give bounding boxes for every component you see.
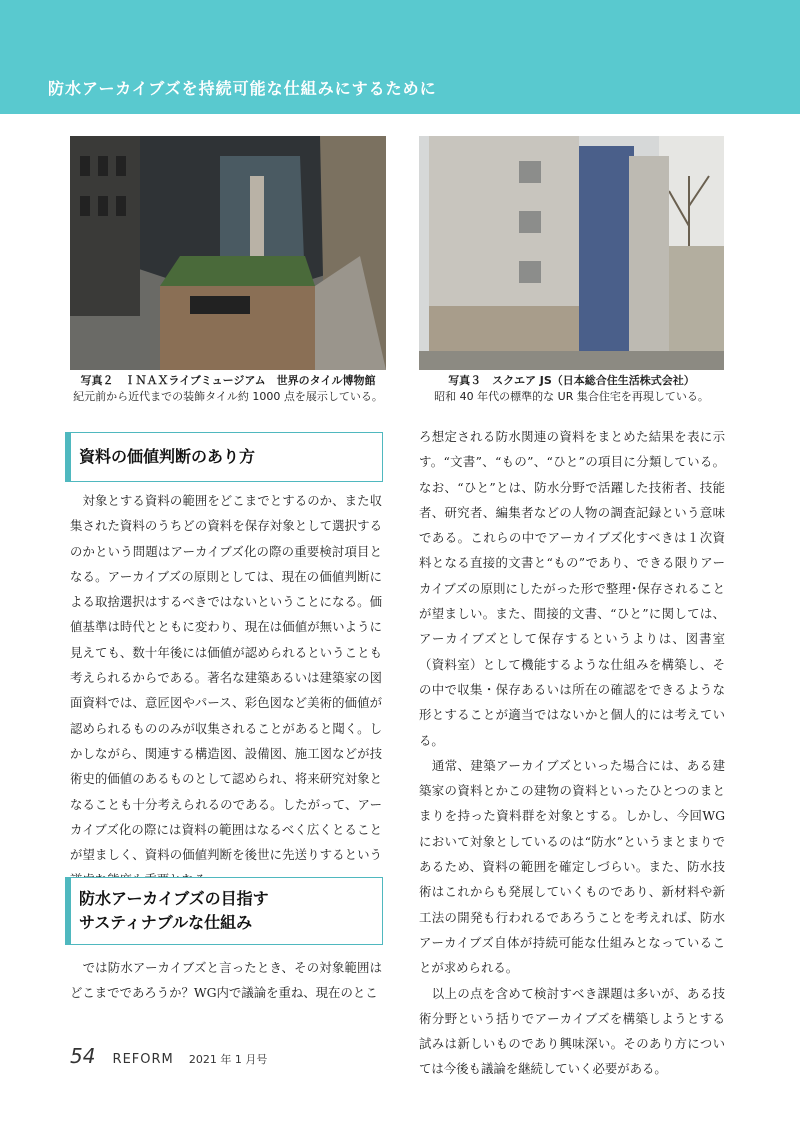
magazine-name: REFORM (112, 1052, 174, 1067)
issue-date: 2021 年 1 月号 (188, 1053, 268, 1066)
header-banner (0, 0, 800, 114)
section2-heading-line1: 防水アーカイブズの目指す (79, 889, 269, 908)
section2-heading-line2: サスティナブルな仕組み (79, 913, 253, 932)
section-heading-value-judgment (65, 432, 383, 482)
photo2-caption (60, 373, 396, 405)
section1-paragraph: 対象とする資料の範囲をどこまでとするのか、また収集された資料のうちどの資料を保存対象として選択するのかという問題はアーカイブズ化の際の重要検討項目となる。アーカイブズの原則としては、現在の価値判断による取捨選択はするべきではないということになる。価値基準は時代とともに変わり、現在は価値が無いように見えても、数十年後には価値が認められるということも考えられるからである。著名な建築あるいは建築家の図面資料では、意匠図やパース、彩色図など美術的価値が認められるもののみが収集されることがあると聞く。しかしながら、関連する構造図、設備図、施工図などが技術史的価値のあるものとして認められ、将来研究対象となることも十分考えられるのである。したがって、アーカイブズ化の際には資料の範囲はなるべく広くとることが望ましく、資料の価値判断を後世に先送りするという (70, 493, 382, 863)
section2-paragraph-2: 通常、建築アーカイブズといった場合には、ある建築家の資料とかこの建物の資料といったひとつのまとまりを持った資料群を対象とする。しかし、今回WGにおいて対象としているのは“防水”というまとまりであるため、資料の範囲を確定しづらい。また、防水技術はこれからも発展していくものであり、新材料や新工法の開発も行われるであろうことを考えれば、防水アーカイブズ自体が持続可能な仕組みとなっていることが求められる。 (419, 757, 725, 976)
photo2-caption-text: 紀元前から近代までの装飾タイル約 1000 点を展示している。 (73, 390, 383, 403)
photo-inax-museum (70, 136, 386, 370)
section2-paragraph-3: 以上の点を含めて検討すべき課題は多いが、ある技術分野という括りでアーカイブズを構築しようとする試みは新しいものであり興味深い。そのあり方については今後も議論を継続していく必要がある。 (419, 985, 725, 1077)
section1-body (70, 488, 382, 893)
page-footer (70, 1044, 267, 1068)
section2-body-right (419, 424, 725, 1082)
section2-body-left (70, 955, 382, 1006)
section2-paragraph-start: では防水アーカイブズと言ったとき、その対象範囲はどこまでであろうか？WG内で議論を重ね、現在のとこ (70, 960, 382, 1001)
banner-title: 防水アーカイブズを持続可能な仕組みにするために (48, 79, 437, 98)
page-number: 54 (70, 1044, 96, 1068)
photo3-caption-text: 昭和 40 年代の標準的な UR 集合住宅を再現している。 (434, 390, 709, 403)
photo3-caption (409, 373, 734, 405)
section2-paragraph-1: ろ想定される防水関連の資料をまとめた結果を表に示す。“文書”、“もの”、“ひと”の項目に分類している。なお、“ひと”とは、防水分野で活躍した技術者、技能者、研究者、編集者などの人物の調査記録という意味である。これらの中でアーカイブズ化すべきは１次資料となる直接的文書と“もの”であり、できる限りアーカイブズの原則にしたがった形で整理･保存されることが望ましい。また、間接的文書、“ひと”に関しては、アーカイブズとして保存するというよりは、図書室（資料室）として機能するような仕組みを構築し、その中で収集・保存あるいは所在の確認をできるような形とすることが適当ではないかと個人的には考えている。 (419, 429, 725, 748)
section1-heading-text: 資料の価値判断のあり方 (79, 447, 256, 466)
photo2-caption-label: 写真２ ＩＮＡＸライブミュージアム 世界のタイル博物館 (80, 374, 376, 387)
photo3-caption-label: 写真３ スクエア JS（日本総合住生活株式会社） (448, 374, 695, 387)
section-heading-sustainable (65, 877, 383, 945)
photo-square-js (419, 136, 724, 370)
